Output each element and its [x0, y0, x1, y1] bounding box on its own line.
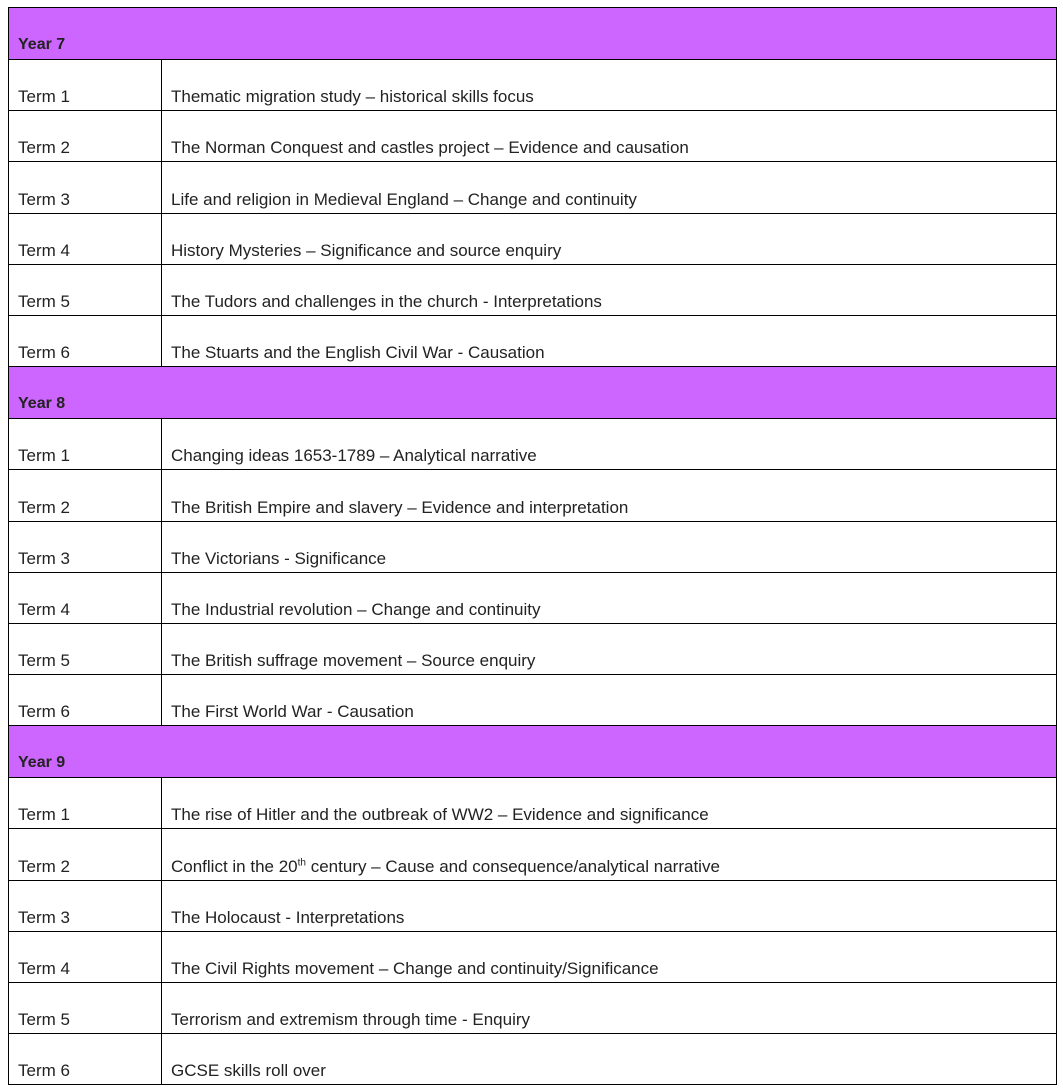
table-row	[9, 162, 1057, 213]
term-label: Term 3	[9, 521, 162, 572]
topic-cell: The Norman Conquest and castles project – Evidence and causation	[162, 111, 1057, 162]
term-label: Term 2	[9, 111, 162, 162]
table-row	[9, 675, 1057, 726]
year-label: Year 8	[9, 367, 1057, 419]
term-label: Term 6	[9, 1034, 162, 1085]
term-label: Term 6	[9, 675, 162, 726]
term-label: Term 4	[9, 572, 162, 623]
topic-cell: Terrorism and extremism through time - Enquiry	[162, 983, 1057, 1034]
year-header-row	[9, 367, 1057, 419]
table-row	[9, 521, 1057, 572]
topic-cell	[162, 829, 1057, 880]
term-label: Term 1	[9, 778, 162, 829]
table-row	[9, 315, 1057, 366]
table-row	[9, 880, 1057, 931]
term-label: Term 5	[9, 264, 162, 315]
term-label: Term 3	[9, 162, 162, 213]
term-label: Term 4	[9, 931, 162, 982]
table-row	[9, 1034, 1057, 1085]
topic-cell: The Holocaust - Interpretations	[162, 880, 1057, 931]
term-label: Term 2	[9, 829, 162, 880]
topic-text-start: Conflict in the 20	[171, 856, 298, 876]
term-label: Term 3	[9, 880, 162, 931]
topic-cell: The rise of Hitler and the outbreak of WW2 – Evidence and significance	[162, 778, 1057, 829]
table-row	[9, 60, 1057, 111]
year-header-row	[9, 726, 1057, 778]
ordinal-superscript: th	[297, 856, 306, 868]
term-label: Term 1	[9, 60, 162, 111]
table-row	[9, 931, 1057, 982]
table-row	[9, 778, 1057, 829]
year-header-row	[9, 8, 1057, 60]
table-row	[9, 623, 1057, 674]
topic-cell: Life and religion in Medieval England – Change and continuity	[162, 162, 1057, 213]
term-label: Term 5	[9, 983, 162, 1034]
year-label: Year 9	[9, 726, 1057, 778]
table-row	[9, 470, 1057, 521]
curriculum-document	[8, 7, 1057, 1085]
topic-cell: The Civil Rights movement – Change and continuity/Significance	[162, 931, 1057, 982]
topic-text-end: century – Cause and consequence/analytical narrative	[305, 856, 720, 876]
term-label: Term 1	[9, 419, 162, 470]
topic-cell: Changing ideas 1653-1789 – Analytical narrative	[162, 419, 1057, 470]
table-row	[9, 213, 1057, 264]
topic-cell: History Mysteries – Significance and source enquiry	[162, 213, 1057, 264]
term-label: Term 4	[9, 213, 162, 264]
topic-cell: Thematic migration study – historical skills focus	[162, 60, 1057, 111]
term-label: Term 2	[9, 470, 162, 521]
year-label: Year 7	[9, 8, 1057, 60]
table-row	[9, 264, 1057, 315]
term-label: Term 5	[9, 623, 162, 674]
topic-cell: The Stuarts and the English Civil War - Causation	[162, 315, 1057, 366]
topic-cell: The British suffrage movement – Source enquiry	[162, 623, 1057, 674]
topic-cell: The Victorians - Significance	[162, 521, 1057, 572]
table-row	[9, 572, 1057, 623]
table-row	[9, 829, 1057, 880]
topic-cell: The Tudors and challenges in the church - Interpretations	[162, 264, 1057, 315]
table-row	[9, 111, 1057, 162]
topic-cell: GCSE skills roll over	[162, 1034, 1057, 1085]
table-row	[9, 983, 1057, 1034]
topic-cell: The British Empire and slavery – Evidence and interpretation	[162, 470, 1057, 521]
table-row	[9, 419, 1057, 470]
topic-cell: The First World War - Causation	[162, 675, 1057, 726]
term-label: Term 6	[9, 315, 162, 366]
curriculum-table	[8, 7, 1057, 1085]
topic-cell: The Industrial revolution – Change and continuity	[162, 572, 1057, 623]
